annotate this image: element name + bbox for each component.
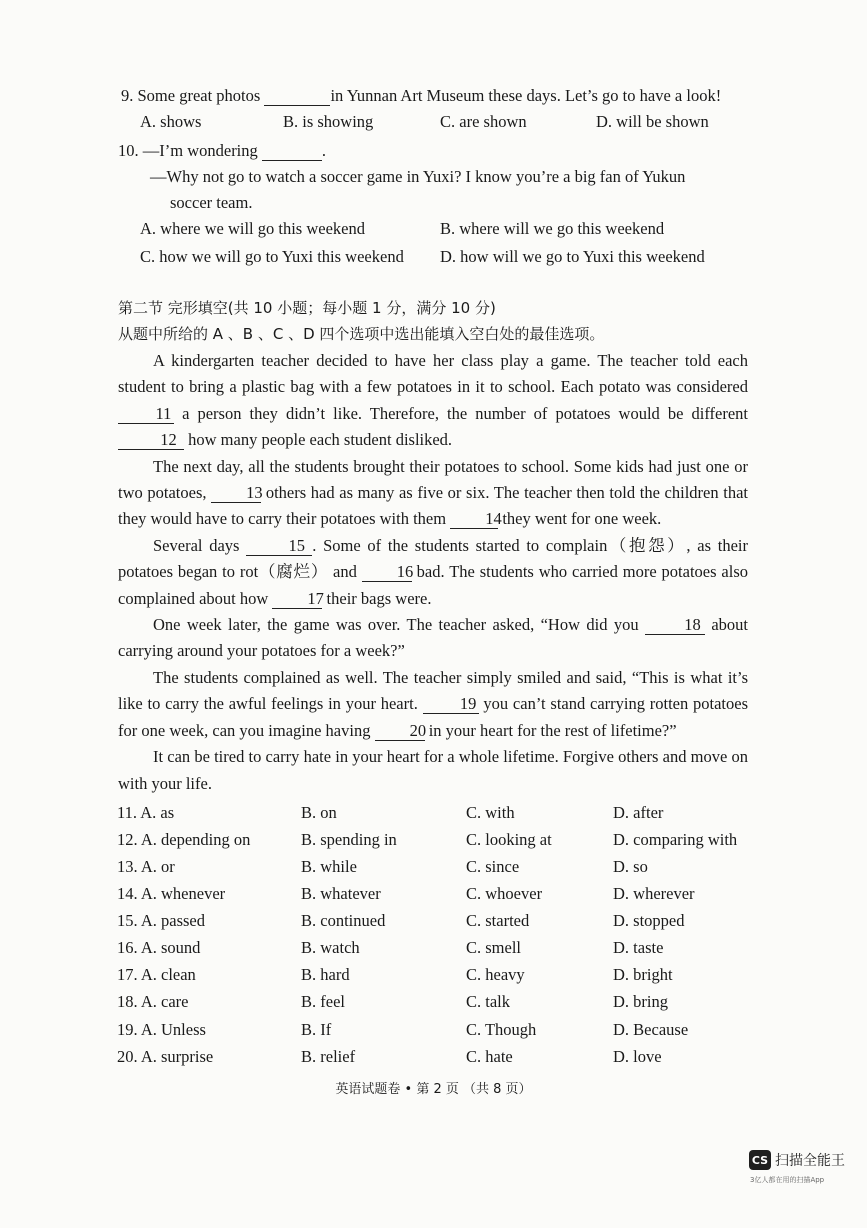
- option-17-c: C. heavy: [466, 965, 525, 984]
- option-20-d: D. love: [613, 1047, 662, 1066]
- blank-13: 13: [211, 484, 261, 503]
- option-19-d: D. Because: [613, 1020, 689, 1039]
- q10-option-d: D. how will we go to Yuxi this weekend: [440, 247, 705, 266]
- option-14-d: D. wherever: [613, 884, 695, 903]
- passage-paragraph-5: The students complained as well. The teacher simply smiled and said, “This is what it’s like to carry the awful feelings in your heart. 19 you can’t stand carrying rotten potatoes for one week, can you imagine having 20 in your heart for the rest of lifetime?”: [118, 667, 749, 740]
- blank-18: 18: [645, 616, 705, 635]
- q9-stem-part1: 9. Some great photos: [121, 86, 261, 105]
- option-13-c: C. since: [466, 857, 520, 876]
- blank-17: 17: [272, 590, 322, 609]
- option-18-a: 18. A. care: [117, 992, 189, 1011]
- option-19-c: C. Though: [466, 1020, 537, 1039]
- option-13-d: D. so: [613, 857, 648, 876]
- option-12-c: C. looking at: [466, 830, 552, 849]
- blank-16: 16: [362, 563, 412, 582]
- section-title: 第二节 完形填空(共 10 小题；每小题 1 分，满分 10 分): [118, 299, 496, 317]
- option-16-a: 16. A. sound: [117, 938, 201, 957]
- q10-dialogue-line: —Why not go to watch a soccer game in Yuxi? I know you’re a big fan of Yukun: [150, 167, 686, 186]
- q9-option-a: A. shows: [140, 112, 202, 131]
- question-9-stem: [121, 86, 721, 106]
- option-20-b: B. relief: [301, 1047, 356, 1066]
- watermark-subtitle: 3亿人都在用的扫描App: [750, 1176, 825, 1184]
- option-15-d: D. stopped: [613, 911, 685, 930]
- q10-stem: 10. —I’m wondering: [118, 141, 258, 160]
- option-12-d: D. comparing with: [613, 830, 738, 849]
- option-15-c: C. started: [466, 911, 530, 930]
- q10-blank: [262, 142, 322, 161]
- q9-stem-part2: in Yunnan Art Museum these days. Let’s go to have a look!: [330, 86, 722, 105]
- option-14-c: C. whoever: [466, 884, 543, 903]
- option-17-b: B. hard: [301, 965, 350, 984]
- camscanner-logo-icon: CS: [749, 1150, 771, 1170]
- option-11-b: B. on: [301, 803, 337, 822]
- q10-option-b: B. where will we go this weekend: [440, 219, 665, 238]
- scanner-watermark: [749, 1150, 845, 1170]
- option-14-a: 14. A. whenever: [117, 884, 226, 903]
- option-18-c: C. talk: [466, 992, 510, 1011]
- q9-option-b: B. is showing: [283, 112, 374, 131]
- watermark-label: 扫描全能王: [775, 1153, 845, 1169]
- blank-20: 20: [375, 722, 425, 741]
- option-19-a: 19. A. Unless: [117, 1020, 206, 1039]
- option-16-d: D. taste: [613, 938, 664, 957]
- blank-12: 12: [118, 431, 184, 450]
- cloze-passage: [118, 348, 748, 797]
- option-17-d: D. bright: [613, 965, 673, 984]
- q10-dialogue-line-cont: soccer team.: [170, 193, 253, 212]
- option-13-a: 13. A. or: [117, 857, 175, 876]
- q9-blank: [264, 87, 330, 106]
- option-15-b: B. continued: [301, 911, 386, 930]
- q10-option-a: A. where we will go this weekend: [140, 219, 365, 238]
- option-14-b: B. whatever: [301, 884, 381, 903]
- q10-option-c: C. how we will go to Yuxi this weekend: [140, 247, 404, 266]
- option-18-b: B. feel: [301, 992, 345, 1011]
- blank-15: 15: [246, 537, 312, 556]
- blank-14: 14: [450, 510, 498, 529]
- section-instruction: 从题中所给的 A 、B 、C 、D 四个选项中选出能填入空白处的最佳选项。: [118, 325, 605, 343]
- option-11-d: D. after: [613, 803, 664, 822]
- option-12-a: 12. A. depending on: [117, 830, 251, 849]
- passage-paragraph-6: It can be tired to carry hate in your heart for a whole lifetime. Forgive others and move on with your life.: [118, 747, 748, 793]
- page-footer: 英语试题卷 • 第 2 页 （共 8 页）: [335, 1082, 532, 1097]
- question-10-stem: 10. —I’m wondering .: [118, 141, 327, 160]
- passage-paragraph-4: One week later, the game was over. The teacher asked, “How did you 18 about carrying around your potatoes for a week?”: [118, 615, 748, 661]
- option-20-c: C. hate: [466, 1047, 513, 1066]
- q9-option-c: C. are shown: [440, 112, 527, 131]
- passage-paragraph-2: The next day, all the students brought their potatoes to school. Some kids had just one or two potatoes, 13 others had as many as five or six. The teacher then told the children that they would have to carry their potatoes with them 14 they went for one week.: [118, 456, 748, 529]
- option-11-a: 11. A. as: [117, 803, 175, 822]
- option-16-c: C. smell: [466, 938, 522, 957]
- passage-paragraph-3: Several days 15 . Some of the students started to complain（抱怨）, as their potatoes began to rot（腐烂） and 16 bad. The students who carried more potatoes also complained about how 17 their bags were.: [118, 535, 749, 608]
- option-11-c: C. with: [466, 803, 515, 822]
- option-20-a: 20. A. surprise: [117, 1047, 214, 1066]
- option-15-a: 15. A. passed: [117, 911, 205, 930]
- option-17-a: 17. A. clean: [117, 965, 196, 984]
- option-13-b: B. while: [301, 857, 357, 876]
- option-19-b: B. If: [301, 1020, 332, 1039]
- blank-11: 11: [118, 405, 174, 424]
- option-12-b: B. spending in: [301, 830, 397, 849]
- q9-option-d: D. will be shown: [596, 112, 709, 131]
- option-16-b: B. watch: [301, 938, 360, 957]
- option-18-d: D. bring: [613, 992, 668, 1011]
- passage-paragraph-1: A kindergarten teacher decided to have her class play a game. The teacher told each student to bring a plastic bag with a few potatoes in it to school. Each potato was considered 11 a person they didn’t like. Therefore, the number of potatoes would be different 12 how many people each student disliked.: [118, 351, 748, 450]
- blank-19: 19: [423, 695, 479, 714]
